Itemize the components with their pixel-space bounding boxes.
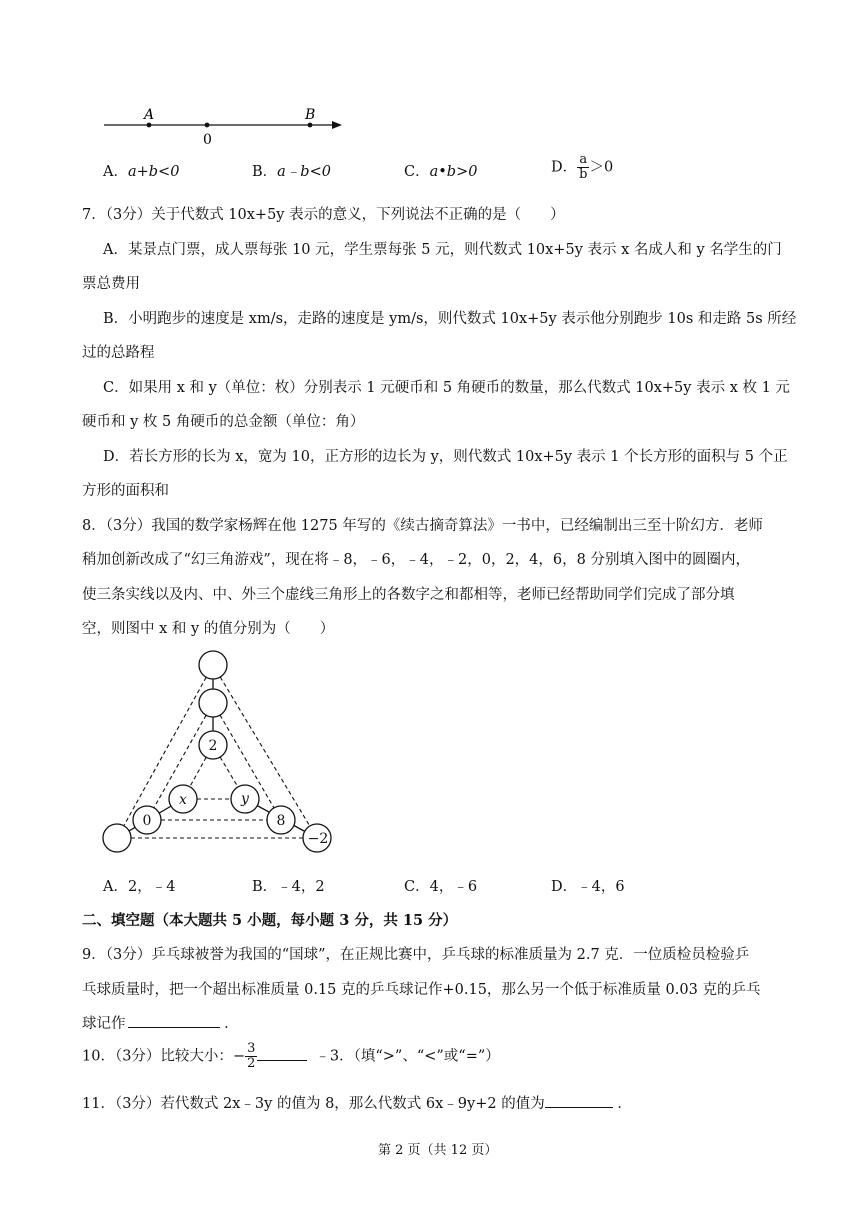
point-b-label: B — [305, 107, 316, 123]
q10-line: 10．（3分）比较大小：− $\frac{3}{2}$ ﹣3．（填“>”、“<”或“=”） — [82, 1041, 500, 1071]
point-zero-dot — [205, 123, 210, 128]
q9-line3: 球记作 ． — [82, 1012, 239, 1033]
q8-stem-line3: 使三条实线以及内、中、外三个虚线三角形上的各数字之和都相等，老师已经帮助同学们完成了部分填 — [82, 587, 735, 603]
q8-option-c[interactable]: C．4，﹣6 — [404, 879, 478, 895]
q7-option-d-line1[interactable]: D．若长方形的长为 x，宽为 10，正方形的边长为 y，则代数式 10x+5y 表示 1 个长方形的面积与 5 个正 — [103, 449, 788, 465]
circle-label-0: 0 — [142, 813, 152, 829]
q7-stem: 7．（3分）关于代数式 10x+5y 表示的意义，下列说法不正确的是（ ） — [82, 207, 565, 223]
circle-top-outer — [199, 651, 227, 679]
q9-line2: 乓球质量时，把一个超出标准质量 0.15 克的乒乓球记作+0.15，那么另一个低于标准质量 0.03 克的乒乓 — [82, 982, 761, 998]
q6-option-a[interactable]: A．a+b<0 — [103, 164, 180, 180]
circle-label-y: y — [241, 791, 249, 807]
q7-option-a-line1[interactable]: A．某景点门票，成人票每张 10 元，学生票每张 5 元，则代数式 10x+5y 表示 x 名成人和 y 名学生的门 — [103, 242, 782, 258]
q8-option-a[interactable]: A．2，﹣4 — [103, 879, 176, 895]
number-line-figure — [100, 105, 350, 147]
q8-stem-line4: 空，则图中 x 和 y 的值分别为（ ） — [82, 621, 335, 637]
point-zero-label: 0 — [203, 132, 212, 147]
circle-top-middle — [199, 689, 227, 717]
q8-stem-line1: 8．（3分）我国的数学家杨辉在他 1275 年写的《续古摘奇算法》一书中，已经编制出三至十阶幻方．老师 — [82, 518, 763, 534]
point-a-label: A — [144, 107, 155, 123]
circle-label-8: 8 — [276, 813, 286, 829]
q6-option-c[interactable]: C．a•b>0 — [404, 164, 478, 180]
q7-option-c-line1[interactable]: C．如果用 x 和 y（单位：枚）分别表示 1 元硬币和 5 角硬币的数量，那么代数式 10x+5y 表示 x 枚 1 元 — [103, 380, 790, 396]
q11-line: 11．（3分）若代数式 2x﹣3y 的值为 8，那么代数式 6x﹣9y+2 的值为 ． — [82, 1092, 632, 1113]
q10-fraction: $\frac{3}{2}$ — [247, 1041, 256, 1071]
circle-label-neg2: −2 — [307, 831, 329, 847]
q10-answer-blank[interactable] — [257, 1046, 307, 1061]
section-title: 二、填空题（本大题共 5 小题，每小题 3 分，共 15 分） — [82, 912, 458, 929]
page-footer: 第 2 页（共 12 页） — [378, 1143, 498, 1158]
q11-answer-blank[interactable] — [545, 1093, 613, 1108]
q7-option-d-line2: 方形的面积和 — [82, 483, 169, 499]
point-a-dot — [147, 123, 152, 128]
circle-label-2: 2 — [208, 738, 218, 754]
circle-left-outer — [103, 824, 131, 852]
circle-label-x: x — [179, 792, 187, 808]
q6-d-fraction: $\frac{a}{b}$ — [579, 152, 588, 182]
q7-option-b-line2: 过的总路程 — [82, 345, 155, 361]
magic-triangle-diagram — [95, 645, 345, 860]
q8-stem-line2: 稍加创新改成了“幻三角游戏”，现在将﹣8，﹣6，﹣4，﹣2，0，2，4，6，8 分别填入图中的圆圈内， — [82, 552, 750, 568]
q6-option-b[interactable]: B．a﹣b<0 — [252, 164, 331, 180]
q9-line1: 9．（3分）乒乓球被誉为我国的“国球”，在正规比赛中，乒乓球的标准质量为 2.7 克．一位质检员检验乒 — [82, 947, 750, 963]
q6-option-d[interactable]: D． $\frac{a}{b}$ ＞0 — [551, 152, 614, 182]
q7-option-c-line2: 硬币和 y 枚 5 角硬币的总金额（单位：角） — [82, 414, 365, 430]
q8-option-d[interactable]: D．﹣4，6 — [551, 879, 625, 895]
point-b-dot — [308, 123, 313, 128]
q7-option-a-line2: 票总费用 — [82, 276, 140, 292]
q8-option-b[interactable]: B．﹣4，2 — [252, 879, 325, 895]
q9-answer-blank[interactable] — [128, 1013, 220, 1028]
number-line-arrow — [332, 121, 342, 129]
q7-option-b-line1[interactable]: B．小明跑步的速度是 xm/s，走路的速度是 ym/s，则代数式 10x+5y 表示他分别跑步 10s 和走路 5s 所经 — [103, 311, 797, 327]
